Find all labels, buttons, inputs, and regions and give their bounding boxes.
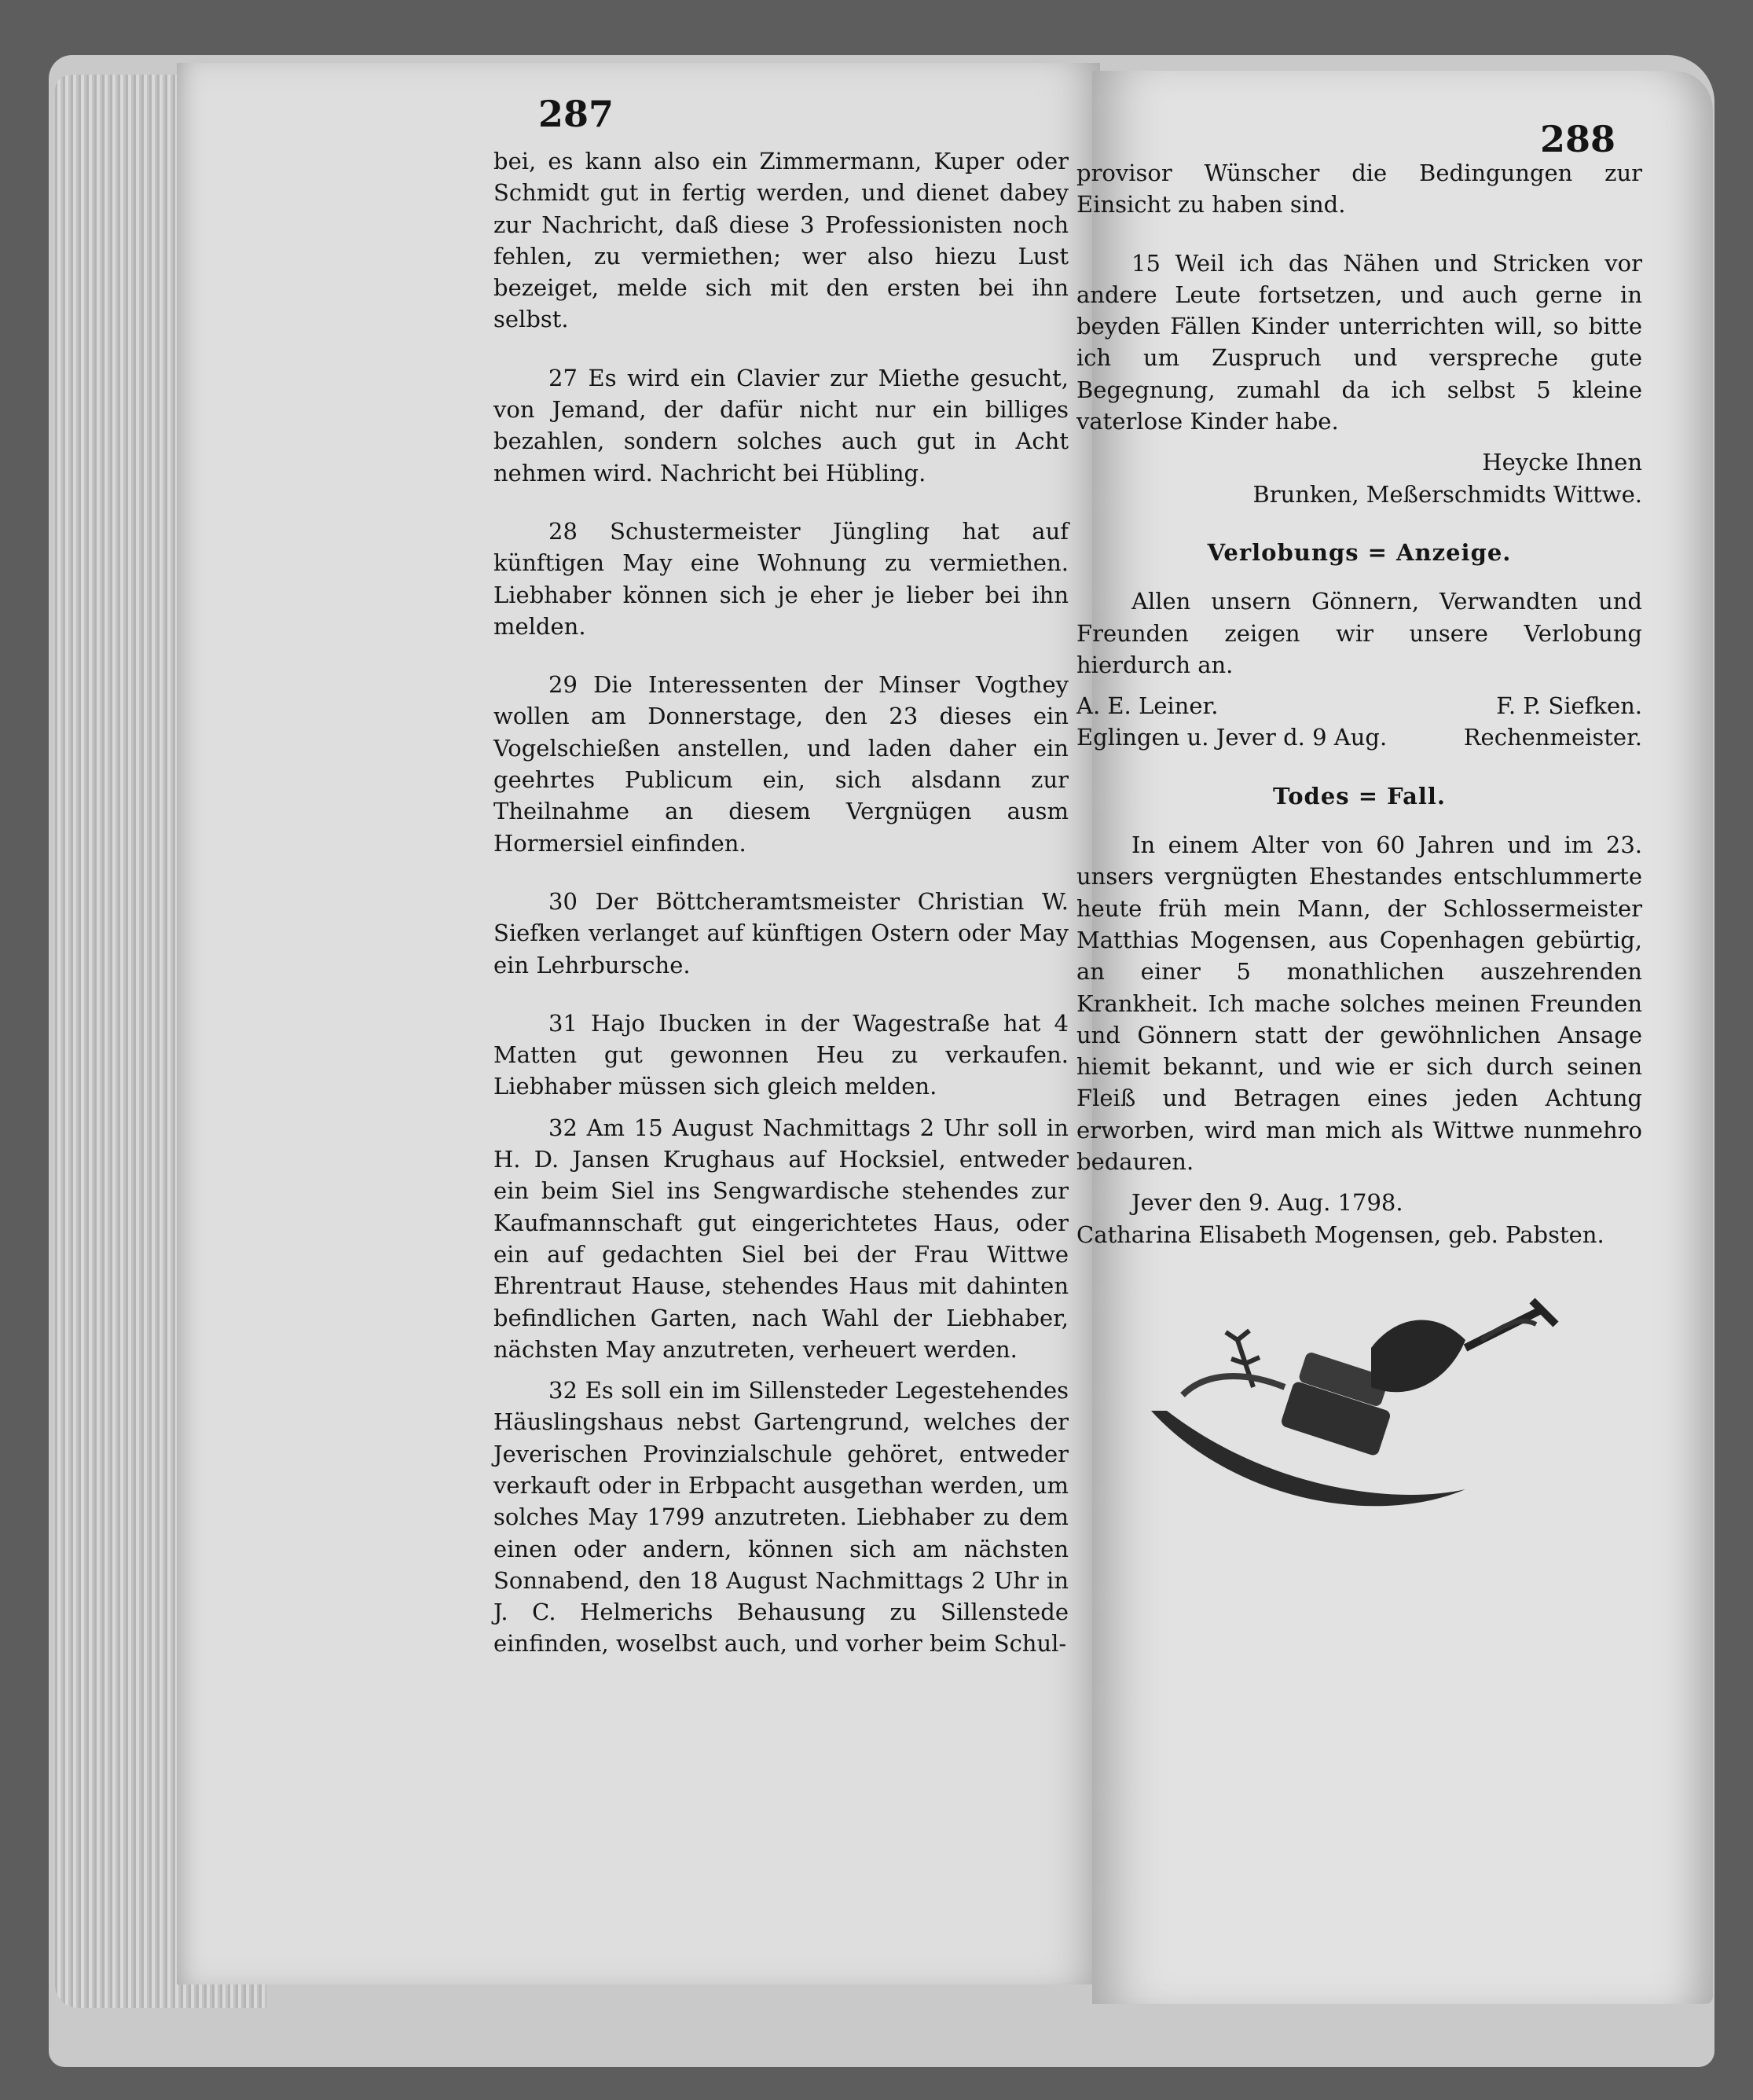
- notice-32a: 32 Am 15 August Nachmittags 2 Uhr soll in H. D. Jansen Krughaus auf Hocksiel, entweder ein beim Siel ins Sengwardische stehendes zur Kaufmannschaft gut eingerichtetes Haus, oder ein auf gedachten Siel bei der Frau Wittwe Ehrentraut Hause, stehendes Haus mit dahinten befindlichen Garten, nach Wahl der Liebhaber, nächsten May anzutreten, verheuert werden.: [493, 1114, 1069, 1363]
- engagement-name-left: A. E. Leiner.: [1076, 692, 1219, 720]
- death-signature: Catharina Elisabeth Mogensen, geb. Pabsten.: [1076, 1221, 1604, 1248]
- notice-continuation: bei, es kann also ein Zimmermann, Kuper oder Schmidt gut in fertig werden, und dienet dabey zur Nachricht, daß diese 3 Professionisten noch fehlen, zu vermiethen; wer also hiezu Lust bezeiget, melde sich mit den ersten bei ihn selbst.: [493, 148, 1069, 333]
- left-column: [493, 145, 1069, 1669]
- engagement-names: [1076, 690, 1642, 721]
- scythe-hourglass-wreath-icon: [1135, 1293, 1607, 1544]
- notice-29: 29 Die Interessenten der Minser Vogthey wollen am Donnerstage, den 23 dieses ein Vogelschießen anstellen, und laden daher ein geehrtes Publicum ein, sich alsdann zur Theilnahme an diesem Vergnügen ausm Hormersiel einfinden.: [493, 671, 1069, 857]
- notice-32b: 32 Es soll ein im Sillensteder Legestehendes Häuslingshaus nebst Gartengrund, welches der Jeverischen Provinzialschule gehöret, entweder verkauft oder in Erbpacht ausgethan werden, um solches May 1799 anzutreten. Liebhaber zu dem einen oder andern, können sich am nächsten Sonnabend, den 18 August Nachmittags 2 Uhr in J. C. Helmerichs Behausung zu Sillenstede einfinden, woselbst auch, und vorher beim Schul-: [493, 1377, 1069, 1658]
- engagement-place-left: Eglingen u. Jever d. 9 Aug.: [1076, 724, 1388, 751]
- death-heading: Todes = Fall.: [1272, 782, 1447, 810]
- notice-continuation-right: provisor Wünscher die Bedingungen zur Einsicht zu haben sind.: [1076, 160, 1642, 218]
- notice-31: 31 Hajo Ibucken in der Wagestraße hat 4 Matten gut gewonnen Heu zu verkaufen. Liebhaber müssen sich gleich melden.: [493, 1009, 1069, 1100]
- notice-15-signature-1: Heycke Ihnen: [1482, 449, 1642, 476]
- engagement-heading: Verlobungs = Anzeige.: [1207, 538, 1512, 566]
- engagement-place-right: Rechenmeister.: [1463, 724, 1642, 751]
- notice-15-signature-2: Brunken, Meßerschmidts Wittwe.: [1252, 480, 1642, 508]
- notice-28: 28 Schustermeister Jüngling hat auf künftigen May eine Wohnung zu vermiethen. Liebhaber können sich je eher je lieber bei ihn melden.: [493, 517, 1069, 640]
- notice-15: 15 Weil ich das Nähen und Stricken vor andere Leute fortsetzen, und auch gerne in beyden Fällen Kinder unterrichten will, so bitte ich um Zuspruch und verspreche gute Begegnung, zumahl da ich selbst 5 kleine vaterlose Kinder habe.: [1076, 249, 1642, 435]
- notice-30: 30 Der Böttcheramtsmeister Christian W. Siefken verlanget auf künftigen Ostern oder May ein Lehrbursche.: [493, 887, 1069, 978]
- engagement-text: Allen unsern Gönnern, Verwandten und Freunden zeigen wir unsere Verlobung hierdurch an.: [1076, 588, 1642, 678]
- engagement-places: [1076, 721, 1642, 753]
- engagement-name-right: F. P. Siefken.: [1496, 692, 1642, 720]
- notice-27: 27 Es wird ein Clavier zur Miethe gesucht, von Jemand, der dafür nicht nur ein billiges bezahlen, sondern solches auch gut in Acht nehmen wird. Nachricht bei Hübling.: [493, 364, 1069, 486]
- right-column: [1076, 157, 1642, 1250]
- death-text: In einem Alter von 60 Jahren und im 23. unsers vergnügten Ehestandes entschlummerte heute früh mein Mann, der Schlossermeister Matthias Mogensen, aus Copenhagen gebürtig, an einer 5 monathlichen auszehrenden Krankheit. Ich mache solches meinen Freunden und Gönnern statt der gewöhnlichen Ansage hiemit bekannt, und wie er sich durch seinen Fleiß und Betragen eines jeden Achtung erworben, wird man mich als Wittwe nunmehro bedauren.: [1076, 832, 1642, 1176]
- left-page-number: 287: [538, 93, 614, 135]
- right-page-number: 288: [1540, 118, 1616, 160]
- death-date: Jever den 9. Aug. 1798.: [1131, 1189, 1403, 1217]
